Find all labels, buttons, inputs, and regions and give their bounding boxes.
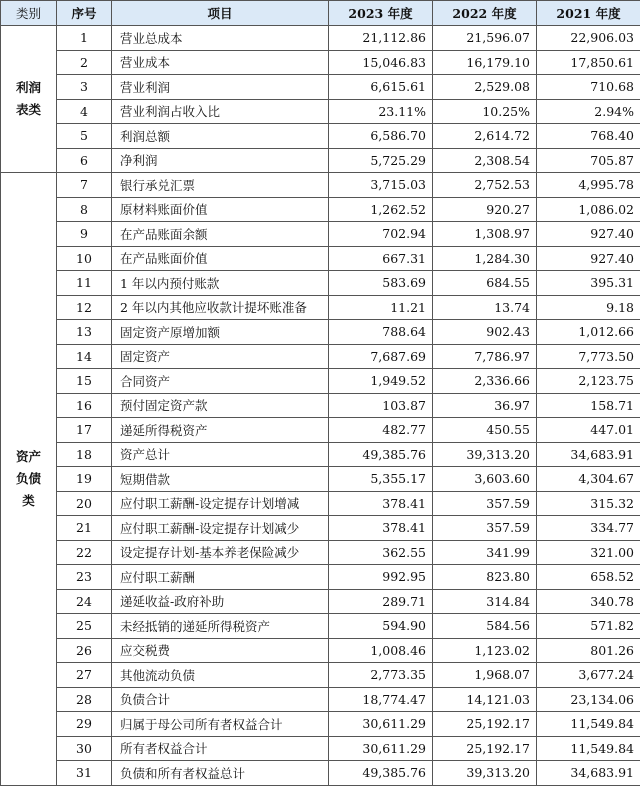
row-index: 20 bbox=[57, 491, 112, 516]
row-value-2023: 15,046.83 bbox=[329, 50, 433, 75]
row-value-2021: 3,677.24 bbox=[537, 663, 640, 688]
row-value-2021: 927.40 bbox=[537, 246, 640, 271]
row-item-name: 营业利润占收入比 bbox=[112, 99, 329, 124]
table-row bbox=[1, 246, 640, 271]
row-value-2021: 705.87 bbox=[537, 148, 640, 173]
row-index: 30 bbox=[57, 736, 112, 761]
row-value-2023: 702.94 bbox=[329, 222, 433, 247]
row-index: 19 bbox=[57, 467, 112, 492]
row-value-2022: 1,284.30 bbox=[433, 246, 537, 271]
row-value-2022: 13.74 bbox=[433, 295, 537, 320]
table-row bbox=[1, 320, 640, 345]
row-value-2021: 1,012.66 bbox=[537, 320, 640, 345]
header-row bbox=[1, 1, 640, 26]
row-value-2023: 378.41 bbox=[329, 516, 433, 541]
row-value-2022: 25,192.17 bbox=[433, 736, 537, 761]
row-item-name: 营业成本 bbox=[112, 50, 329, 75]
row-value-2023: 289.71 bbox=[329, 589, 433, 614]
table-row bbox=[1, 393, 640, 418]
row-value-2022: 450.55 bbox=[433, 418, 537, 443]
row-value-2021: 34,683.91 bbox=[537, 761, 640, 786]
row-value-2023: 1,262.52 bbox=[329, 197, 433, 222]
row-value-2023: 5,725.29 bbox=[329, 148, 433, 173]
row-index: 14 bbox=[57, 344, 112, 369]
row-item-name: 应交税费 bbox=[112, 638, 329, 663]
row-value-2023: 5,355.17 bbox=[329, 467, 433, 492]
header-item: 项目 bbox=[112, 1, 329, 26]
row-item-name: 净利润 bbox=[112, 148, 329, 173]
table-row bbox=[1, 516, 640, 541]
row-value-2023: 23.11% bbox=[329, 99, 433, 124]
row-value-2023: 30,611.29 bbox=[329, 736, 433, 761]
header-2022: 2022 年度 bbox=[433, 1, 537, 26]
category-profit-statement: 利润表类 bbox=[1, 26, 57, 173]
row-value-2021: 11,549.84 bbox=[537, 712, 640, 737]
row-value-2022: 1,968.07 bbox=[433, 663, 537, 688]
row-value-2022: 2,752.53 bbox=[433, 173, 537, 198]
row-item-name: 2 年以内其他应收款计提坏账准备 bbox=[112, 295, 329, 320]
row-value-2022: 7,786.97 bbox=[433, 344, 537, 369]
row-index: 24 bbox=[57, 589, 112, 614]
row-value-2021: 801.26 bbox=[537, 638, 640, 663]
row-value-2021: 11,549.84 bbox=[537, 736, 640, 761]
row-index: 21 bbox=[57, 516, 112, 541]
row-index: 22 bbox=[57, 540, 112, 565]
row-value-2022: 357.59 bbox=[433, 516, 537, 541]
row-value-2023: 583.69 bbox=[329, 271, 433, 296]
table-row bbox=[1, 26, 640, 51]
row-item-name: 短期借款 bbox=[112, 467, 329, 492]
header-2023: 2023 年度 bbox=[329, 1, 433, 26]
row-value-2023: 18,774.47 bbox=[329, 687, 433, 712]
row-value-2022: 341.99 bbox=[433, 540, 537, 565]
row-item-name: 递延收益-政府补助 bbox=[112, 589, 329, 614]
row-value-2021: 447.01 bbox=[537, 418, 640, 443]
table-row bbox=[1, 442, 640, 467]
row-index: 26 bbox=[57, 638, 112, 663]
table-row bbox=[1, 565, 640, 590]
row-item-name: 其他流动负债 bbox=[112, 663, 329, 688]
row-value-2023: 3,715.03 bbox=[329, 173, 433, 198]
row-index: 13 bbox=[57, 320, 112, 345]
row-value-2023: 594.90 bbox=[329, 614, 433, 639]
row-value-2023: 482.77 bbox=[329, 418, 433, 443]
row-value-2022: 21,596.07 bbox=[433, 26, 537, 51]
header-2021: 2021 年度 bbox=[537, 1, 640, 26]
header-index: 序号 bbox=[57, 1, 112, 26]
table-row bbox=[1, 540, 640, 565]
table-row bbox=[1, 687, 640, 712]
row-value-2023: 21,112.86 bbox=[329, 26, 433, 51]
row-value-2021: 2.94% bbox=[537, 99, 640, 124]
row-value-2022: 1,308.97 bbox=[433, 222, 537, 247]
row-item-name: 营业总成本 bbox=[112, 26, 329, 51]
row-index: 15 bbox=[57, 369, 112, 394]
row-value-2021: 340.78 bbox=[537, 589, 640, 614]
row-value-2022: 3,603.60 bbox=[433, 467, 537, 492]
row-value-2022: 2,336.66 bbox=[433, 369, 537, 394]
row-index: 3 bbox=[57, 75, 112, 100]
row-value-2023: 1,008.46 bbox=[329, 638, 433, 663]
table-row bbox=[1, 99, 640, 124]
row-value-2022: 823.80 bbox=[433, 565, 537, 590]
row-item-name: 应付职工薪酬-设定提存计划减少 bbox=[112, 516, 329, 541]
row-value-2022: 25,192.17 bbox=[433, 712, 537, 737]
table-row bbox=[1, 614, 640, 639]
row-value-2021: 4,304.67 bbox=[537, 467, 640, 492]
row-item-name: 预付固定资产款 bbox=[112, 393, 329, 418]
row-value-2022: 39,313.20 bbox=[433, 442, 537, 467]
row-value-2022: 2,529.08 bbox=[433, 75, 537, 100]
row-item-name: 负债合计 bbox=[112, 687, 329, 712]
row-value-2022: 684.55 bbox=[433, 271, 537, 296]
row-value-2023: 11.21 bbox=[329, 295, 433, 320]
row-value-2023: 6,615.61 bbox=[329, 75, 433, 100]
row-value-2021: 321.00 bbox=[537, 540, 640, 565]
row-value-2021: 9.18 bbox=[537, 295, 640, 320]
row-value-2023: 49,385.76 bbox=[329, 442, 433, 467]
row-index: 5 bbox=[57, 124, 112, 149]
row-value-2021: 768.40 bbox=[537, 124, 640, 149]
table-row bbox=[1, 369, 640, 394]
row-index: 29 bbox=[57, 712, 112, 737]
row-value-2022: 16,179.10 bbox=[433, 50, 537, 75]
row-value-2021: 395.31 bbox=[537, 271, 640, 296]
row-value-2021: 927.40 bbox=[537, 222, 640, 247]
row-index: 12 bbox=[57, 295, 112, 320]
row-item-name: 在产品账面价值 bbox=[112, 246, 329, 271]
table-row bbox=[1, 491, 640, 516]
row-item-name: 负债和所有者权益总计 bbox=[112, 761, 329, 786]
row-index: 7 bbox=[57, 173, 112, 198]
row-index: 18 bbox=[57, 442, 112, 467]
row-index: 28 bbox=[57, 687, 112, 712]
table-row bbox=[1, 712, 640, 737]
table-row bbox=[1, 197, 640, 222]
row-value-2022: 10.25% bbox=[433, 99, 537, 124]
row-value-2023: 362.55 bbox=[329, 540, 433, 565]
row-item-name: 银行承兑汇票 bbox=[112, 173, 329, 198]
row-item-name: 资产总计 bbox=[112, 442, 329, 467]
row-value-2023: 7,687.69 bbox=[329, 344, 433, 369]
row-index: 25 bbox=[57, 614, 112, 639]
table-row bbox=[1, 638, 640, 663]
row-item-name: 固定资产 bbox=[112, 344, 329, 369]
row-value-2021: 4,995.78 bbox=[537, 173, 640, 198]
row-item-name: 营业利润 bbox=[112, 75, 329, 100]
row-item-name: 合同资产 bbox=[112, 369, 329, 394]
table-row bbox=[1, 663, 640, 688]
table-row bbox=[1, 124, 640, 149]
category-balance-sheet: 资产负债类 bbox=[1, 173, 57, 786]
row-item-name: 利润总额 bbox=[112, 124, 329, 149]
table-row bbox=[1, 295, 640, 320]
row-index: 2 bbox=[57, 50, 112, 75]
table-row bbox=[1, 271, 640, 296]
row-value-2021: 2,123.75 bbox=[537, 369, 640, 394]
row-value-2023: 992.95 bbox=[329, 565, 433, 590]
row-item-name: 应付职工薪酬-设定提存计划增减 bbox=[112, 491, 329, 516]
row-value-2021: 571.82 bbox=[537, 614, 640, 639]
row-value-2022: 36.97 bbox=[433, 393, 537, 418]
row-item-name: 1 年以内预付账款 bbox=[112, 271, 329, 296]
row-index: 16 bbox=[57, 393, 112, 418]
row-item-name: 设定提存计划-基本养老保险减少 bbox=[112, 540, 329, 565]
row-value-2022: 39,313.20 bbox=[433, 761, 537, 786]
row-index: 1 bbox=[57, 26, 112, 51]
row-index: 4 bbox=[57, 99, 112, 124]
row-index: 17 bbox=[57, 418, 112, 443]
row-item-name: 在产品账面余额 bbox=[112, 222, 329, 247]
row-value-2023: 667.31 bbox=[329, 246, 433, 271]
table-header bbox=[1, 1, 640, 26]
table-row bbox=[1, 75, 640, 100]
row-value-2021: 17,850.61 bbox=[537, 50, 640, 75]
row-value-2023: 788.64 bbox=[329, 320, 433, 345]
row-index: 9 bbox=[57, 222, 112, 247]
row-value-2021: 158.71 bbox=[537, 393, 640, 418]
row-value-2023: 103.87 bbox=[329, 393, 433, 418]
table-row bbox=[1, 589, 640, 614]
row-item-name: 归属于母公司所有者权益合计 bbox=[112, 712, 329, 737]
row-value-2021: 34,683.91 bbox=[537, 442, 640, 467]
row-index: 10 bbox=[57, 246, 112, 271]
row-value-2021: 1,086.02 bbox=[537, 197, 640, 222]
table-row bbox=[1, 344, 640, 369]
row-value-2022: 357.59 bbox=[433, 491, 537, 516]
row-value-2023: 2,773.35 bbox=[329, 663, 433, 688]
row-value-2021: 658.52 bbox=[537, 565, 640, 590]
table-row bbox=[1, 736, 640, 761]
row-value-2023: 6,586.70 bbox=[329, 124, 433, 149]
row-value-2022: 1,123.02 bbox=[433, 638, 537, 663]
row-item-name: 递延所得税资产 bbox=[112, 418, 329, 443]
row-value-2023: 378.41 bbox=[329, 491, 433, 516]
row-value-2021: 315.32 bbox=[537, 491, 640, 516]
row-item-name: 未经抵销的递延所得税资产 bbox=[112, 614, 329, 639]
row-value-2022: 920.27 bbox=[433, 197, 537, 222]
row-value-2022: 584.56 bbox=[433, 614, 537, 639]
row-value-2022: 902.43 bbox=[433, 320, 537, 345]
table-row bbox=[1, 761, 640, 786]
table-row bbox=[1, 222, 640, 247]
row-value-2022: 2,614.72 bbox=[433, 124, 537, 149]
row-item-name: 应付职工薪酬 bbox=[112, 565, 329, 590]
row-value-2023: 1,949.52 bbox=[329, 369, 433, 394]
row-index: 11 bbox=[57, 271, 112, 296]
row-item-name: 所有者权益合计 bbox=[112, 736, 329, 761]
row-value-2021: 22,906.03 bbox=[537, 26, 640, 51]
table-row bbox=[1, 418, 640, 443]
row-item-name: 固定资产原增加额 bbox=[112, 320, 329, 345]
row-index: 27 bbox=[57, 663, 112, 688]
row-index: 8 bbox=[57, 197, 112, 222]
row-value-2021: 334.77 bbox=[537, 516, 640, 541]
row-value-2021: 710.68 bbox=[537, 75, 640, 100]
row-value-2022: 314.84 bbox=[433, 589, 537, 614]
table-row bbox=[1, 467, 640, 492]
table-body bbox=[1, 26, 640, 786]
row-value-2022: 2,308.54 bbox=[433, 148, 537, 173]
header-category: 类别 bbox=[1, 1, 57, 26]
row-item-name: 原材料账面价值 bbox=[112, 197, 329, 222]
row-value-2021: 7,773.50 bbox=[537, 344, 640, 369]
table-row bbox=[1, 148, 640, 173]
row-value-2023: 30,611.29 bbox=[329, 712, 433, 737]
row-value-2023: 49,385.76 bbox=[329, 761, 433, 786]
table-row bbox=[1, 173, 640, 198]
row-index: 31 bbox=[57, 761, 112, 786]
row-value-2022: 14,121.03 bbox=[433, 687, 537, 712]
row-index: 23 bbox=[57, 565, 112, 590]
row-index: 6 bbox=[57, 148, 112, 173]
row-value-2021: 23,134.06 bbox=[537, 687, 640, 712]
table-row bbox=[1, 50, 640, 75]
